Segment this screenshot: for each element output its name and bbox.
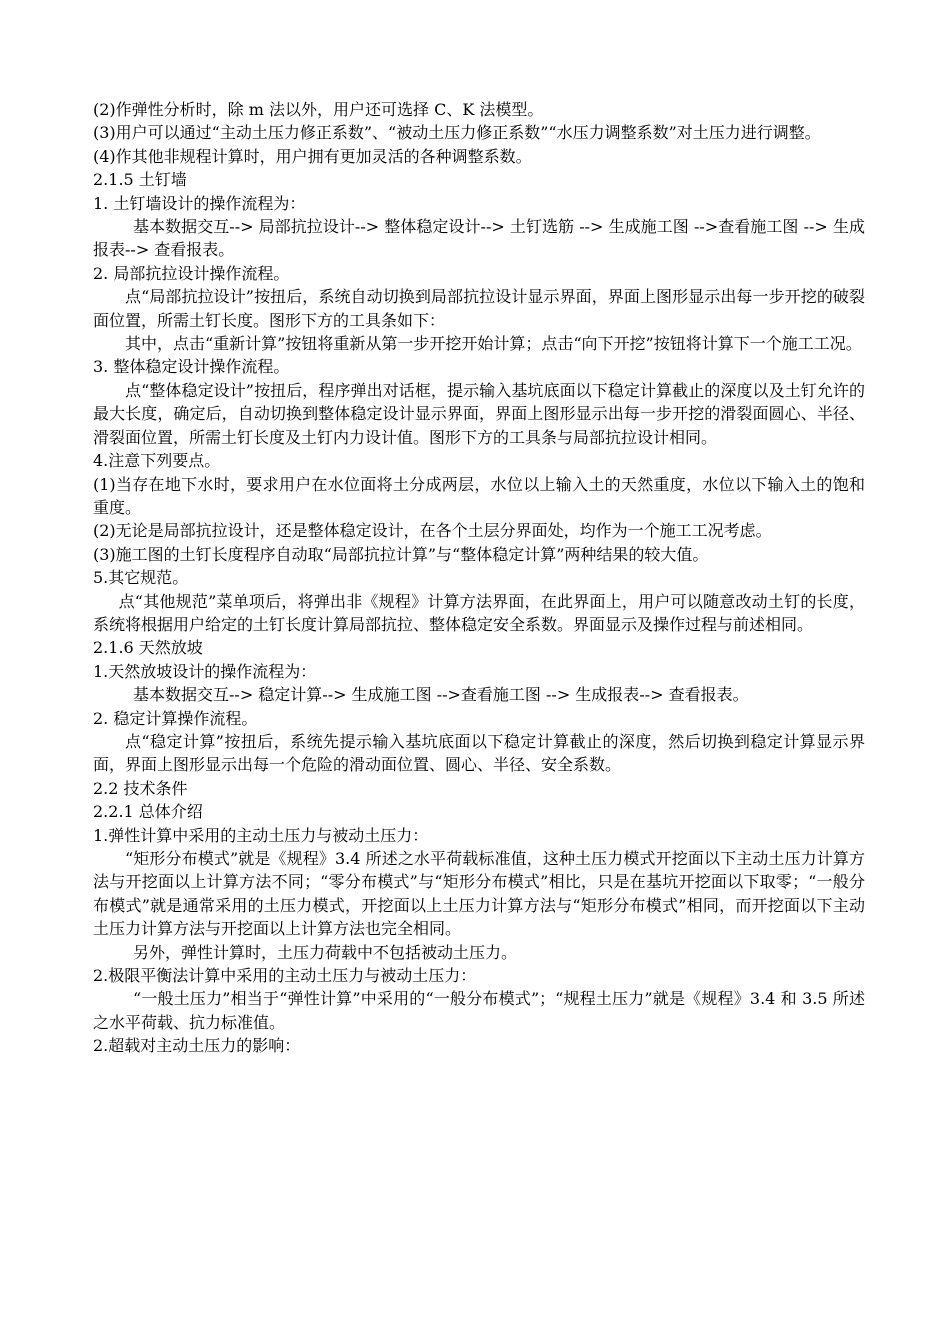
key-point-nail-length: (3)施工图的土钉长度程序自动取“局部抗拉计算”与“整体稳定计算”两种结果的较大值。: [93, 544, 709, 564]
limit-equilibrium-description: “一般土压力”相当于“弹性计算”中采用的“一般分布模式”；“规程土压力”就是《规程》3.4 和 3.5 所述之水平荷载、抗力标准值。: [93, 989, 865, 1032]
paragraph-2-option-ck: (2)作弹性分析时，除 m 法以外，用户还可选择 C、K 法模型。: [93, 100, 544, 119]
stability-calc-description: 点“稳定计算”按扭后，系统先提示输入基坑底面以下稳定计算截止的深度，然后切换到稳定计算显示界面，界面上图形显示出每一个危险的滑动面位置、圆心、半径、安全系数。: [93, 731, 865, 775]
list-item-surcharge-effect: 2.超载对主动土压力的影响：: [93, 1036, 301, 1056]
slope-flow-steps: 基本数据交互--> 稳定计算--> 生成施工图 -->查看施工图 --> 生成报表--> 查看报表。: [133, 685, 749, 705]
section-heading-2-1-6: 2.1.6 天然放坡: [93, 638, 203, 658]
elastic-earth-pressure-description: “矩形分布模式”就是《规程》3.4 所述之水平荷载标准值，这种土压力模式开挖面以下主动土压力计算方法与开挖面以上计算方法不同；“零分布模式”与“矩形分布模式”相比，只是在基坑开挖面以下取零；“一般分布模式”就是通常采用的土压力模式，开挖面以上土压力计算方法与“矩形分布模式”相同，而开挖面以下主动土压力计算方法与开挖面以上计算方法也完全相同。: [93, 849, 865, 939]
list-item-local-tension-flow: 2. 局部抗拉设计操作流程。: [93, 263, 290, 283]
section-heading-2-1-5: 2.1.5 土钉墙: [93, 170, 187, 190]
document-page: [93, 98, 865, 1058]
elastic-passive-note: 另外，弹性计算时，土压力荷载中不包括被动土压力。: [133, 942, 518, 962]
section-heading-2-2-1: 2.2.1 总体介绍: [93, 802, 203, 822]
list-item-elastic-earth-pressure: 1.弹性计算中采用的主动土压力与被动土压力：: [93, 825, 429, 845]
local-tension-description: 点“局部抗拉设计”按扭后，系统自动切换到局部抗拉设计显示界面，界面上图形显示出每一步开挖的破裂面位置，所需土钉长度。图形下方的工具条如下：: [93, 287, 865, 330]
paragraph-4-other-coefficients: (4)作其他非规程计算时，用户拥有更加灵活的各种调整系数。: [93, 146, 532, 166]
list-item-key-points: 4.注意下列要点。: [93, 451, 221, 471]
list-item-other-codes: 5.其它规范。: [93, 568, 189, 588]
section-heading-2-2: 2.2 技术条件: [93, 778, 188, 798]
list-item-overall-stability-flow: 3. 整体稳定设计操作流程。: [93, 357, 290, 377]
local-tension-toolbar-note: 其中，点击“重新计算”按钮将重新从第一步开挖开始计算；点击“向下开挖”按钮将计算下一个施工工况。: [125, 334, 862, 354]
overall-stability-description: 点“整体稳定设计”按扭后，程序弹出对话框，提示输入基坑底面以下稳定计算截止的深度以及土钉允许的最大长度，确定后，自动切换到整体稳定设计显示界面，界面上图形显示出每一步开挖的滑裂面圆心、半径、滑裂面位置，所需土钉长度及土钉内力设计值。图形下方的工具条与局部抗拉设计相同。: [93, 380, 865, 447]
key-point-layer-interface: (2)无论是局部抗拉设计，还是整体稳定设计，在各个土层分界面处，均作为一个施工工况考虑。: [93, 521, 772, 541]
list-item-limit-equilibrium: 2.极限平衡法计算中采用的主动土压力与被动土压力：: [93, 966, 477, 986]
list-item-stability-calc-flow: 2. 稳定计算操作流程。: [93, 708, 258, 728]
other-codes-description: 点“其他规范”菜单项后，将弹出非《规程》计算方法界面，在此界面上，用户可以随意改动土钉的长度，系统将根据用户给定的土钉长度计算局部抗拉、整体稳定安全系数。界面显示及操作过程与前述相同。: [93, 591, 865, 634]
list-item-slope-flow: 1.天然放坡设计的操作流程为：: [93, 661, 317, 681]
key-point-groundwater: (1)当存在地下水时，要求用户在水位面将土分成两层，水位以上输入土的天然重度，水位以下输入土的饱和重度。: [93, 474, 865, 517]
list-item-soil-nail-flow: 1. 土钉墙设计的操作流程为：: [93, 193, 306, 213]
paragraph-3-adjust-coefficients: (3)用户可以通过“主动土压力修正系数”、“被动土压力修正系数”“水压力调整系数”对土压力进行调整。: [93, 123, 821, 143]
soil-nail-flow-steps: 基本数据交互--> 局部抗拉设计--> 整体稳定设计--> 土钉选筋 --> 生成施工图 -->查看施工图 --> 生成报表--> 查看报表。: [93, 217, 865, 260]
